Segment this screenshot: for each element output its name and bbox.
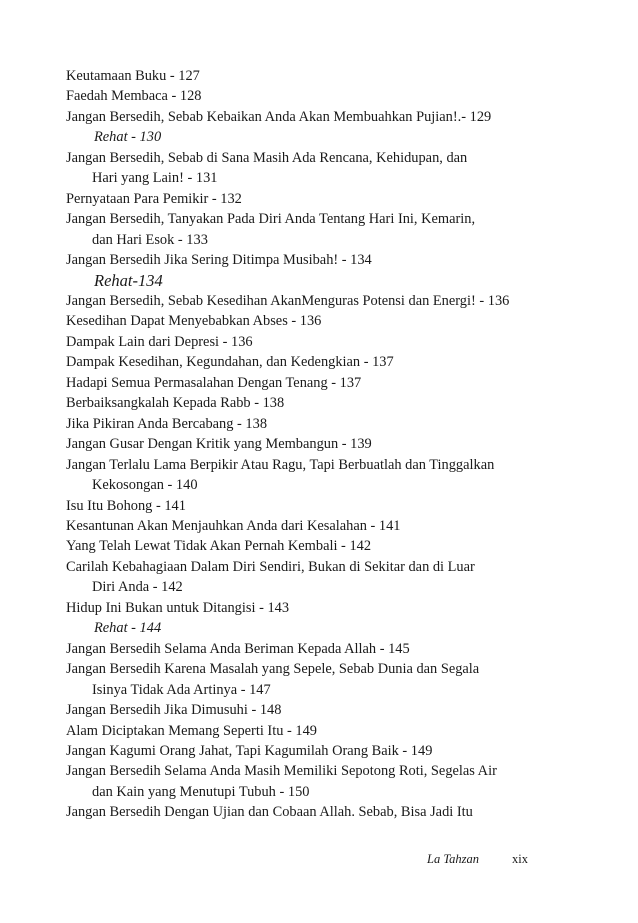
toc-entry-continuation: Diri Anda - 142 xyxy=(92,579,183,596)
toc-entry xyxy=(66,373,546,393)
toc-entry xyxy=(66,455,546,496)
toc-rehat-entry xyxy=(66,127,546,147)
toc-entry xyxy=(66,659,546,700)
toc-entry-continuation: dan Hari Esok - 133 xyxy=(92,231,208,248)
running-title: La Tahzan xyxy=(427,852,479,866)
toc-entry-text: Dampak Lain dari Depresi - 136 xyxy=(66,333,253,350)
toc-entry-text: Keutamaan Buku - 127 xyxy=(66,68,200,84)
toc-entry-text: Carilah Kebahagiaan Dalam Diri Sendiri, Bukan di Sekitar dan di Luar xyxy=(66,558,475,575)
toc-entry-continuation: Kekosongan - 140 xyxy=(92,477,198,494)
toc-entry-text: Jangan Bersedih Dengan Ujian dan Cobaan Allah. Sebab, Bisa Jadi Itu xyxy=(66,804,473,821)
toc-entry-text: Jangan Gusar Dengan Kritik yang Membangun - 139 xyxy=(66,436,372,453)
toc-entry xyxy=(66,311,546,331)
toc-entry-text: Jangan Bersedih, Sebab di Sana Masih Ada Rencana, Kehidupan, dan xyxy=(66,149,468,166)
toc-entry xyxy=(66,393,546,413)
toc-entry-text: Rehat-134 xyxy=(94,270,163,290)
toc-entry xyxy=(66,107,546,127)
toc-entry xyxy=(66,700,546,720)
toc-entry-continuation: dan Kain yang Menutupi Tubuh - 150 xyxy=(92,783,310,800)
toc-entry xyxy=(66,761,546,802)
toc-entry xyxy=(66,209,546,250)
toc-entry-text: Rehat - 130 xyxy=(94,129,162,146)
toc-entry-text: Jangan Bersedih, Tanyakan Pada Diri Anda Tentang Hari Ini, Kemarin, xyxy=(66,211,476,228)
toc-entry-text: Jangan Bersedih Karena Masalah yang Sepele, Sebab Dunia dan Segala xyxy=(66,661,480,678)
toc-entry xyxy=(66,86,546,106)
toc-entry xyxy=(66,414,546,434)
toc-entry xyxy=(66,721,546,741)
toc-entry xyxy=(66,741,546,761)
toc-entry xyxy=(66,352,546,372)
toc-entry-text: Jangan Terlalu Lama Berpikir Atau Ragu, Tapi Berbuatlah dan Tinggalkan xyxy=(66,456,495,473)
toc-entry-text: Jangan Kagumi Orang Jahat, Tapi Kagumilah Orang Baik - 149 xyxy=(66,742,433,759)
toc-entry-text: Pernyataan Para Pemikir - 132 xyxy=(66,190,242,207)
toc-entry-text: Hadapi Semua Permasalahan Dengan Tenang - 137 xyxy=(66,374,362,391)
toc-entry xyxy=(66,148,546,189)
page-number: xix xyxy=(512,852,528,866)
toc-entry-text: Kesantunan Akan Menjauhkan Anda dari Kesalahan - 141 xyxy=(66,517,401,534)
toc-entry-text: Dampak Kesedihan, Kegundahan, dan Kedengkian - 137 xyxy=(66,354,394,371)
toc-entry-continuation: Hari yang Lain! - 131 xyxy=(92,170,218,187)
toc-entry-text: Rehat - 144 xyxy=(94,620,162,637)
toc-entry xyxy=(66,639,546,659)
toc-entry-text: Kesedihan Dapat Menyebabkan Abses - 136 xyxy=(66,313,322,330)
toc-entry xyxy=(66,332,546,352)
toc-entry xyxy=(66,496,546,516)
toc-entry-text: Jangan Bersedih Jika Sering Ditimpa Musibah! - 134 xyxy=(66,252,372,269)
toc-entry xyxy=(66,434,546,454)
toc-entry-text: Isu Itu Bohong - 141 xyxy=(66,497,186,514)
toc-entry-text: Berbaiksangkalah Kepada Rabb - 138 xyxy=(66,395,285,412)
toc-rehat-entry xyxy=(66,271,546,291)
toc-rehat-entry xyxy=(66,618,546,638)
toc-entry-text: Jangan Bersedih, Sebab Kebaikan Anda Akan Membuahkan Pujian!.- 129 xyxy=(66,108,492,125)
toc-entry xyxy=(66,66,546,86)
toc-entry-continuation: Isinya Tidak Ada Artinya - 147 xyxy=(92,681,271,698)
toc-entry-text: Jangan Bersedih Selama Anda Beriman Kepada Allah - 145 xyxy=(66,640,410,657)
toc-entry-text: Alam Diciptakan Memang Seperti Itu - 149 xyxy=(66,722,317,739)
toc-entry-text: Yang Telah Lewat Tidak Akan Pernah Kembali - 142 xyxy=(66,538,372,555)
toc-entry xyxy=(66,557,546,598)
toc-entry-text: Faedah Membaca - 128 xyxy=(66,88,202,105)
toc-entry xyxy=(66,250,546,270)
table-of-contents xyxy=(66,66,546,823)
toc-entry xyxy=(66,802,546,822)
toc-entry xyxy=(66,291,546,311)
toc-entry xyxy=(66,536,546,556)
toc-entry-text: Hidup Ini Bukan untuk Ditangisi - 143 xyxy=(66,599,290,616)
toc-entry-text: Jangan Bersedih Jika Dimusuhi - 148 xyxy=(66,702,282,719)
toc-entry-text: Jika Pikiran Anda Bercabang - 138 xyxy=(66,415,268,432)
toc-entry xyxy=(66,189,546,209)
toc-entry-text: Jangan Bersedih Selama Anda Masih Memiliki Sepotong Roti, Segelas Air xyxy=(66,763,497,780)
toc-entry xyxy=(66,598,546,618)
toc-entry-text: Jangan Bersedih, Sebab Kesedihan AkanMenguras Potensi dan Energi! - 136 xyxy=(66,292,510,309)
toc-entry xyxy=(66,516,546,536)
